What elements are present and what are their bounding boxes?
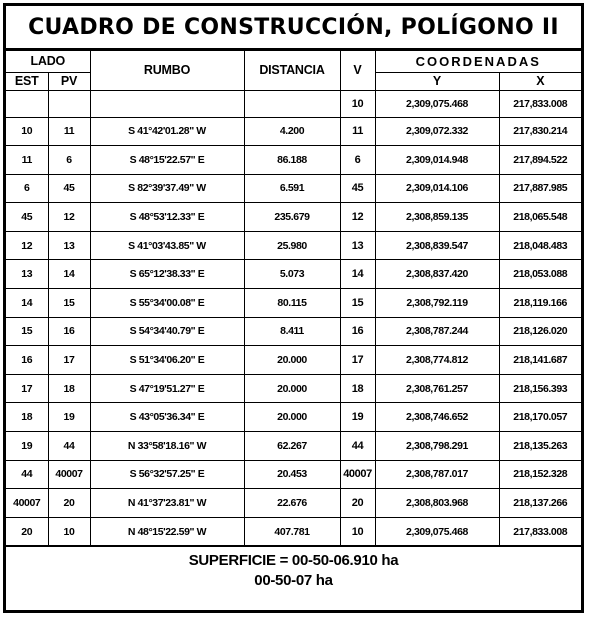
table-row <box>6 460 581 489</box>
cell-y: 2,308,792.119 <box>375 289 499 318</box>
cell-y: 2,308,803.968 <box>375 489 499 518</box>
cell-distancia: 5.073 <box>244 260 340 289</box>
header-lado: LADO <box>6 51 90 72</box>
cell-pv: 15 <box>48 289 90 318</box>
cell-v: 15 <box>340 289 375 318</box>
cell-pv: 11 <box>48 117 90 146</box>
cell-rumbo: S 43°05'36.34" E <box>90 403 244 432</box>
cell-est: 10 <box>6 117 48 146</box>
cell-y: 2,308,839.547 <box>375 231 499 260</box>
table-row <box>6 231 581 260</box>
header-y: Y <box>375 72 499 90</box>
cell-pv: 45 <box>48 174 90 203</box>
cell-x: 218,141.687 <box>499 346 581 375</box>
table-row <box>6 374 581 403</box>
cell-x: 218,053.088 <box>499 260 581 289</box>
cell-x: 218,119.166 <box>499 289 581 318</box>
cell-rumbo: S 55°34'00.08" E <box>90 289 244 318</box>
cell-x: 217,887.985 <box>499 174 581 203</box>
cell-x: 218,156.393 <box>499 374 581 403</box>
cell-est: 13 <box>6 260 48 289</box>
table-row <box>6 174 581 203</box>
cell-x: 218,126.020 <box>499 317 581 346</box>
cell-v: 10 <box>340 90 375 117</box>
cell-v: 20 <box>340 489 375 518</box>
cell-est: 17 <box>6 374 48 403</box>
cell-y: 2,309,014.106 <box>375 174 499 203</box>
table-row <box>6 117 581 146</box>
surface-footer <box>6 546 581 595</box>
cell-est <box>6 90 48 117</box>
header-x: X <box>499 72 581 90</box>
cell-y: 2,309,072.332 <box>375 117 499 146</box>
cell-pv: 13 <box>48 231 90 260</box>
cell-est: 12 <box>6 231 48 260</box>
cell-y: 2,309,075.468 <box>375 90 499 117</box>
cell-v: 16 <box>340 317 375 346</box>
cell-rumbo: N 41°37'23.81" W <box>90 489 244 518</box>
cell-pv: 17 <box>48 346 90 375</box>
cell-est: 45 <box>6 203 48 232</box>
table-row <box>6 203 581 232</box>
cell-rumbo: S 51°34'06.20" E <box>90 346 244 375</box>
cell-x: 217,894.522 <box>499 146 581 175</box>
cell-pv <box>48 90 90 117</box>
cell-distancia: 20.000 <box>244 374 340 403</box>
cell-v: 17 <box>340 346 375 375</box>
cell-distancia: 407.781 <box>244 517 340 546</box>
table-row <box>6 432 581 461</box>
header-rumbo: RUMBO <box>90 51 244 90</box>
header-row-top <box>6 51 581 72</box>
cell-v: 45 <box>340 174 375 203</box>
cell-v: 11 <box>340 117 375 146</box>
header-distancia: DISTANCIA <box>244 51 340 90</box>
cell-pv: 44 <box>48 432 90 461</box>
cell-pv: 6 <box>48 146 90 175</box>
table-row <box>6 489 581 518</box>
cell-pv: 19 <box>48 403 90 432</box>
cell-y: 2,308,837.420 <box>375 260 499 289</box>
cell-pv: 20 <box>48 489 90 518</box>
cell-v: 13 <box>340 231 375 260</box>
cell-distancia: 6.591 <box>244 174 340 203</box>
cell-rumbo: S 54°34'40.79" E <box>90 317 244 346</box>
cell-x: 218,048.483 <box>499 231 581 260</box>
cell-est: 19 <box>6 432 48 461</box>
cell-distancia: 20.453 <box>244 460 340 489</box>
cell-distancia: 20.000 <box>244 346 340 375</box>
header-coordenadas: COORDENADAS <box>375 51 581 72</box>
cell-est: 14 <box>6 289 48 318</box>
cell-rumbo: S 47°19'51.27" E <box>90 374 244 403</box>
cell-rumbo: S 82°39'37.49" W <box>90 174 244 203</box>
cell-v: 44 <box>340 432 375 461</box>
cell-pv: 40007 <box>48 460 90 489</box>
cell-est: 6 <box>6 174 48 203</box>
header-v: V <box>340 51 375 90</box>
cell-v: 14 <box>340 260 375 289</box>
cell-est: 20 <box>6 517 48 546</box>
cell-est: 44 <box>6 460 48 489</box>
cell-x: 218,065.548 <box>499 203 581 232</box>
cell-est: 16 <box>6 346 48 375</box>
cell-y: 2,308,746.652 <box>375 403 499 432</box>
cell-pv: 18 <box>48 374 90 403</box>
cell-est: 40007 <box>6 489 48 518</box>
cell-x: 217,833.008 <box>499 517 581 546</box>
cell-v: 18 <box>340 374 375 403</box>
table-row <box>6 289 581 318</box>
surface-value: SUPERFICIE = 00-50-06.910 ha <box>188 552 399 570</box>
cell-x: 217,830.214 <box>499 117 581 146</box>
cell-distancia: 20.000 <box>244 403 340 432</box>
cell-distancia: 8.411 <box>244 317 340 346</box>
cell-y: 2,308,774.812 <box>375 346 499 375</box>
cell-pv: 10 <box>48 517 90 546</box>
cell-rumbo: S 41°42'01.28" W <box>90 117 244 146</box>
cell-est: 18 <box>6 403 48 432</box>
cell-pv: 16 <box>48 317 90 346</box>
cell-distancia: 4.200 <box>244 117 340 146</box>
cell-distancia: 25.980 <box>244 231 340 260</box>
cell-pv: 12 <box>48 203 90 232</box>
table-row <box>6 317 581 346</box>
cell-rumbo: S 65°12'38.33" E <box>90 260 244 289</box>
cell-distancia: 22.676 <box>244 489 340 518</box>
surface-rounded-value: 00-50-07 ha <box>254 572 333 590</box>
cell-x: 218,135.263 <box>499 432 581 461</box>
cell-rumbo: S 56°32'57.25" E <box>90 460 244 489</box>
cell-y: 2,308,787.017 <box>375 460 499 489</box>
cell-distancia: 80.115 <box>244 289 340 318</box>
cell-pv: 14 <box>48 260 90 289</box>
cell-distancia: 235.679 <box>244 203 340 232</box>
cell-distancia: 62.267 <box>244 432 340 461</box>
cell-rumbo: N 33°58'18.16" W <box>90 432 244 461</box>
cell-y: 2,309,014.948 <box>375 146 499 175</box>
cell-v: 40007 <box>340 460 375 489</box>
cell-y: 2,308,787.244 <box>375 317 499 346</box>
cell-est: 15 <box>6 317 48 346</box>
cell-rumbo <box>90 90 244 117</box>
table-row <box>6 260 581 289</box>
cell-x: 218,137.266 <box>499 489 581 518</box>
table-row <box>6 146 581 175</box>
cell-rumbo: N 48°15'22.59" W <box>90 517 244 546</box>
table-row <box>6 517 581 546</box>
cell-distancia <box>244 90 340 117</box>
cell-v: 6 <box>340 146 375 175</box>
cell-est: 11 <box>6 146 48 175</box>
header-est: EST <box>6 72 48 90</box>
cell-rumbo: S 48°53'12.33" E <box>90 203 244 232</box>
cell-y: 2,308,761.257 <box>375 374 499 403</box>
table-row <box>6 403 581 432</box>
cell-distancia: 86.188 <box>244 146 340 175</box>
cell-rumbo: S 41°03'43.85" W <box>90 231 244 260</box>
construction-table-frame <box>3 3 584 613</box>
construction-table <box>6 51 581 546</box>
table-title: CUADRO DE CONSTRUCCIÓN, POLÍGONO II <box>6 6 581 51</box>
cell-rumbo: S 48°15'22.57" E <box>90 146 244 175</box>
cell-x: 218,152.328 <box>499 460 581 489</box>
cell-v: 10 <box>340 517 375 546</box>
header-pv: PV <box>48 72 90 90</box>
cell-v: 12 <box>340 203 375 232</box>
cell-y: 2,308,859.135 <box>375 203 499 232</box>
table-row <box>6 346 581 375</box>
table-row-start <box>6 90 581 117</box>
cell-x: 218,170.057 <box>499 403 581 432</box>
cell-y: 2,309,075.468 <box>375 517 499 546</box>
cell-y: 2,308,798.291 <box>375 432 499 461</box>
cell-x: 217,833.008 <box>499 90 581 117</box>
cell-v: 19 <box>340 403 375 432</box>
